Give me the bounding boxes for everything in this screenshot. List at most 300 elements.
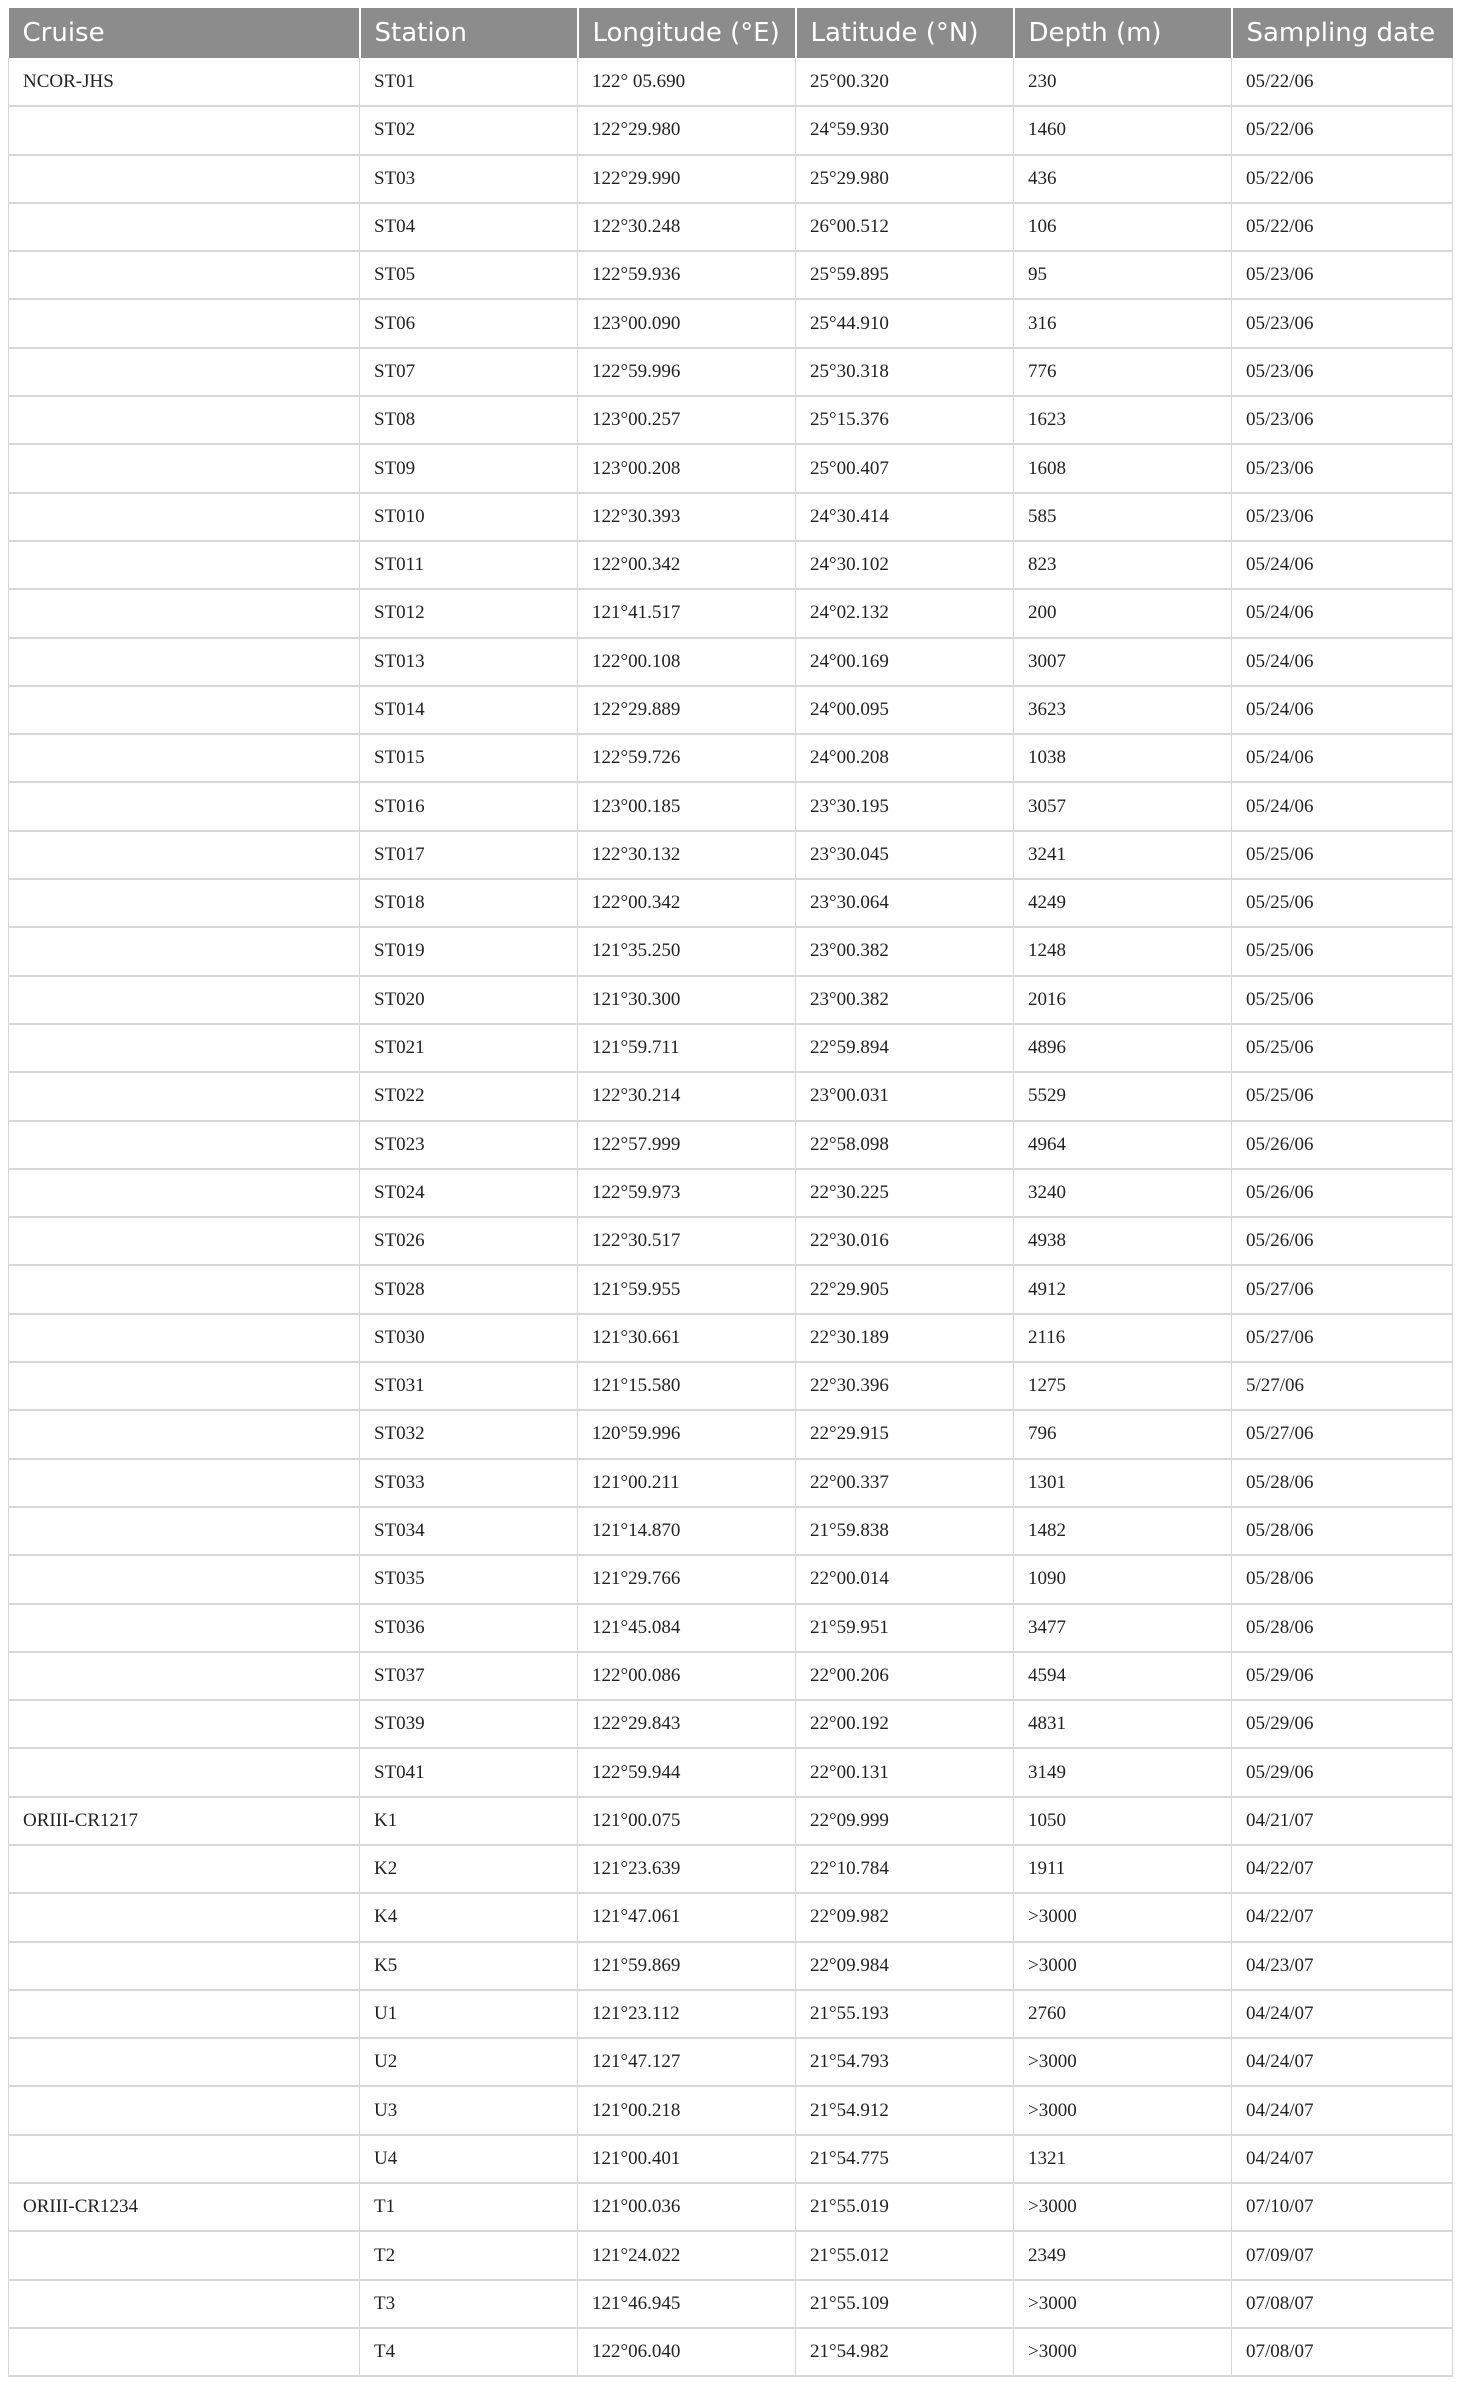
cell-latitude: 24°30.414 [796,493,1014,541]
table-row [9,1893,1453,1941]
cell-latitude: 24°00.169 [796,638,1014,686]
table-row [9,1362,1453,1410]
cell-longitude: 121°00.075 [578,1797,796,1845]
cell-sampling-date: 05/28/06 [1232,1604,1453,1652]
cell-station: ST014 [360,686,578,734]
cell-depth: 230 [1014,58,1232,106]
table-row [9,203,1453,251]
cell-station: ST04 [360,203,578,251]
cell-sampling-date: 05/24/06 [1232,734,1453,782]
cell-latitude: 25°00.407 [796,444,1014,492]
cell-latitude: 22°00.192 [796,1700,1014,1748]
cell-latitude: 21°54.793 [796,2038,1014,2086]
cell-latitude: 23°30.064 [796,879,1014,927]
cell-latitude: 22°59.894 [796,1024,1014,1072]
table-row [9,686,1453,734]
cell-station: ST022 [360,1072,578,1120]
cell-station: ST09 [360,444,578,492]
cell-station: ST02 [360,106,578,154]
cell-depth: 1321 [1014,2135,1232,2183]
cell-cruise [9,493,360,541]
cell-cruise [9,1700,360,1748]
cell-cruise [9,299,360,347]
cell-latitude: 25°59.895 [796,251,1014,299]
cell-sampling-date: 05/25/06 [1232,1024,1453,1072]
table-row [9,879,1453,927]
cell-sampling-date: 04/21/07 [1232,1797,1453,1845]
cell-latitude: 23°00.382 [796,927,1014,975]
cell-station: ST039 [360,1700,578,1748]
cell-station: K1 [360,1797,578,1845]
cell-cruise [9,1507,360,1555]
cell-cruise [9,541,360,589]
cell-cruise [9,2038,360,2086]
cell-depth: 4249 [1014,879,1232,927]
cell-sampling-date: 05/25/06 [1232,927,1453,975]
header-depth: Depth (m) [1014,8,1232,58]
cell-longitude: 122°00.342 [578,879,796,927]
cell-sampling-date: 05/25/06 [1232,976,1453,1024]
cell-depth: 2116 [1014,1314,1232,1362]
header-station: Station [360,8,578,58]
table-row [9,251,1453,299]
cell-station: ST015 [360,734,578,782]
table-row [9,493,1453,541]
table-row [9,1797,1453,1845]
cell-station: ST013 [360,638,578,686]
table-row [9,1845,1453,1893]
cell-sampling-date: 05/27/06 [1232,1265,1453,1313]
cell-longitude: 121°46.945 [578,2280,796,2328]
cell-latitude: 22°09.984 [796,1942,1014,1990]
cell-longitude: 121°30.300 [578,976,796,1024]
cell-longitude: 122°30.517 [578,1217,796,1265]
cell-sampling-date: 05/25/06 [1232,1072,1453,1120]
cell-station: ST041 [360,1748,578,1796]
cell-longitude: 121°23.639 [578,1845,796,1893]
cell-latitude: 25°15.376 [796,396,1014,444]
cell-latitude: 24°02.132 [796,589,1014,637]
cell-cruise: NCOR-JHS [9,58,360,106]
cell-depth: 2760 [1014,1990,1232,2038]
cell-station: K2 [360,1845,578,1893]
cell-depth: 776 [1014,348,1232,396]
cell-latitude: 22°29.915 [796,1410,1014,1458]
cell-cruise [9,2086,360,2134]
cell-depth: 1460 [1014,106,1232,154]
cell-station: ST012 [360,589,578,637]
cell-station: ST023 [360,1121,578,1169]
station-table-container [8,8,1452,2377]
cell-station: ST01 [360,58,578,106]
cell-sampling-date: 05/29/06 [1232,1652,1453,1700]
cell-station: ST033 [360,1459,578,1507]
cell-longitude: 122°06.040 [578,2328,796,2376]
cell-station: ST07 [360,348,578,396]
cell-latitude: 22°00.206 [796,1652,1014,1700]
cell-longitude: 121°59.711 [578,1024,796,1072]
cell-latitude: 22°30.396 [796,1362,1014,1410]
cell-depth: 3007 [1014,638,1232,686]
cell-station: ST035 [360,1555,578,1603]
cell-sampling-date: 05/23/06 [1232,299,1453,347]
cell-depth: 4964 [1014,1121,1232,1169]
cell-longitude: 121°14.870 [578,1507,796,1555]
table-row [9,348,1453,396]
cell-depth: >3000 [1014,2328,1232,2376]
cell-station: ST024 [360,1169,578,1217]
cell-station: ST05 [360,251,578,299]
cell-cruise [9,782,360,830]
table-row [9,1700,1453,1748]
table-row [9,2086,1453,2134]
cell-cruise [9,734,360,782]
cell-cruise [9,348,360,396]
cell-longitude: 121°35.250 [578,927,796,975]
table-row [9,976,1453,1024]
table-row [9,541,1453,589]
cell-longitude: 121°23.112 [578,1990,796,2038]
table-header [9,8,1453,58]
table-row [9,2280,1453,2328]
cell-depth: 5529 [1014,1072,1232,1120]
cell-latitude: 22°10.784 [796,1845,1014,1893]
cell-sampling-date: 04/24/07 [1232,2038,1453,2086]
cell-sampling-date: 05/24/06 [1232,541,1453,589]
table-row [9,1555,1453,1603]
cell-station: ST018 [360,879,578,927]
cell-longitude: 122°00.086 [578,1652,796,1700]
cell-longitude: 122°00.342 [578,541,796,589]
cell-depth: 3057 [1014,782,1232,830]
cell-sampling-date: 05/23/06 [1232,396,1453,444]
cell-station: ST06 [360,299,578,347]
cell-sampling-date: 5/27/06 [1232,1362,1453,1410]
cell-latitude: 22°30.189 [796,1314,1014,1362]
cell-cruise [9,1748,360,1796]
table-row [9,396,1453,444]
cell-longitude: 122°59.726 [578,734,796,782]
cell-cruise [9,686,360,734]
cell-cruise [9,1652,360,1700]
cell-depth: 95 [1014,251,1232,299]
cell-longitude: 121°59.955 [578,1265,796,1313]
cell-longitude: 122°30.393 [578,493,796,541]
table-row [9,1217,1453,1265]
cell-sampling-date: 04/24/07 [1232,1990,1453,2038]
cell-station: ST011 [360,541,578,589]
table-row [9,638,1453,686]
cell-sampling-date: 05/25/06 [1232,831,1453,879]
cell-sampling-date: 05/28/06 [1232,1507,1453,1555]
cell-sampling-date: 05/25/06 [1232,879,1453,927]
cell-longitude: 122°59.944 [578,1748,796,1796]
cell-latitude: 23°30.195 [796,782,1014,830]
cell-sampling-date: 05/23/06 [1232,493,1453,541]
cell-depth: 1090 [1014,1555,1232,1603]
cell-cruise [9,1990,360,2038]
table-row [9,1072,1453,1120]
cell-latitude: 21°54.982 [796,2328,1014,2376]
cell-longitude: 122°59.996 [578,348,796,396]
cell-depth: >3000 [1014,1893,1232,1941]
header-cruise: Cruise [9,8,360,58]
cell-station: ST03 [360,155,578,203]
cell-longitude: 122°29.980 [578,106,796,154]
cell-latitude: 24°59.930 [796,106,1014,154]
table-row [9,1604,1453,1652]
cell-latitude: 22°09.982 [796,1893,1014,1941]
cell-depth: 4912 [1014,1265,1232,1313]
cell-latitude: 22°00.337 [796,1459,1014,1507]
cell-longitude: 121°59.869 [578,1942,796,1990]
cell-latitude: 21°59.951 [796,1604,1014,1652]
table-row [9,734,1453,782]
table-row [9,155,1453,203]
cell-station: ST028 [360,1265,578,1313]
table-row [9,1942,1453,1990]
table-row [9,2135,1453,2183]
cell-cruise [9,1217,360,1265]
table-row [9,1121,1453,1169]
cell-depth: 2016 [1014,976,1232,1024]
cell-sampling-date: 05/22/06 [1232,155,1453,203]
cell-latitude: 21°59.838 [796,1507,1014,1555]
cell-latitude: 25°00.320 [796,58,1014,106]
cell-cruise [9,1265,360,1313]
cell-depth: 3240 [1014,1169,1232,1217]
cell-cruise [9,106,360,154]
cell-depth: 200 [1014,589,1232,637]
header-longitude: Longitude (°E) [578,8,796,58]
cell-depth: 1050 [1014,1797,1232,1845]
cell-cruise [9,1121,360,1169]
table-row [9,1024,1453,1072]
cell-longitude: 122°59.936 [578,251,796,299]
cell-cruise [9,1604,360,1652]
cell-longitude: 122°00.108 [578,638,796,686]
cell-longitude: 123°00.090 [578,299,796,347]
cell-sampling-date: 05/28/06 [1232,1459,1453,1507]
cell-depth: 1608 [1014,444,1232,492]
cell-station: T1 [360,2183,578,2231]
cell-sampling-date: 05/24/06 [1232,782,1453,830]
cell-sampling-date: 04/23/07 [1232,1942,1453,1990]
cell-sampling-date: 05/27/06 [1232,1314,1453,1362]
cell-longitude: 123°00.208 [578,444,796,492]
cell-latitude: 22°30.225 [796,1169,1014,1217]
cell-cruise [9,1555,360,1603]
cell-depth: 4938 [1014,1217,1232,1265]
cell-longitude: 122°57.999 [578,1121,796,1169]
cell-station: ST034 [360,1507,578,1555]
cell-station: ST021 [360,1024,578,1072]
cell-longitude: 122°59.973 [578,1169,796,1217]
table-row [9,782,1453,830]
cell-sampling-date: 05/29/06 [1232,1700,1453,1748]
cell-latitude: 22°00.014 [796,1555,1014,1603]
table-row [9,444,1453,492]
cell-cruise [9,1410,360,1458]
cell-latitude: 24°30.102 [796,541,1014,589]
cell-depth: 1275 [1014,1362,1232,1410]
cell-cruise [9,1893,360,1941]
cell-longitude: 121°29.766 [578,1555,796,1603]
cell-longitude: 122°30.248 [578,203,796,251]
cell-cruise [9,2280,360,2328]
cell-longitude: 122°29.843 [578,1700,796,1748]
cell-cruise [9,155,360,203]
cell-sampling-date: 04/22/07 [1232,1845,1453,1893]
cell-sampling-date: 07/08/07 [1232,2328,1453,2376]
cell-cruise [9,2328,360,2376]
cell-station: U4 [360,2135,578,2183]
cell-cruise [9,2231,360,2279]
cell-depth: >3000 [1014,1942,1232,1990]
cell-cruise: ORIII-CR1234 [9,2183,360,2231]
cell-cruise [9,1362,360,1410]
cell-latitude: 22°29.905 [796,1265,1014,1313]
cell-latitude: 23°30.045 [796,831,1014,879]
cell-longitude: 121°41.517 [578,589,796,637]
table-row [9,106,1453,154]
cell-sampling-date: 05/29/06 [1232,1748,1453,1796]
cell-sampling-date: 05/23/06 [1232,251,1453,299]
table-row [9,1990,1453,2038]
cell-latitude: 21°55.109 [796,2280,1014,2328]
cell-latitude: 24°00.208 [796,734,1014,782]
table-row [9,1169,1453,1217]
table-row [9,1748,1453,1796]
cell-longitude: 122°30.214 [578,1072,796,1120]
cell-station: ST020 [360,976,578,1024]
cell-sampling-date: 05/28/06 [1232,1555,1453,1603]
cell-longitude: 122°30.132 [578,831,796,879]
cell-sampling-date: 07/10/07 [1232,2183,1453,2231]
cell-longitude: 122°29.889 [578,686,796,734]
cell-longitude: 121°24.022 [578,2231,796,2279]
table-body [9,58,1453,2376]
cell-latitude: 23°00.031 [796,1072,1014,1120]
cell-cruise [9,927,360,975]
cell-depth: >3000 [1014,2280,1232,2328]
cell-sampling-date: 07/09/07 [1232,2231,1453,2279]
cell-sampling-date: 05/24/06 [1232,638,1453,686]
cell-sampling-date: 05/23/06 [1232,444,1453,492]
cell-cruise [9,396,360,444]
table-row [9,927,1453,975]
cell-latitude: 22°09.999 [796,1797,1014,1845]
cell-longitude: 121°00.036 [578,2183,796,2231]
cell-sampling-date: 05/26/06 [1232,1217,1453,1265]
cell-longitude: 121°47.061 [578,1893,796,1941]
cell-depth: 3623 [1014,686,1232,734]
cell-depth: 1623 [1014,396,1232,444]
table-row [9,58,1453,106]
cell-latitude: 23°00.382 [796,976,1014,1024]
cell-station: ST08 [360,396,578,444]
cell-station: ST032 [360,1410,578,1458]
cell-station: K5 [360,1942,578,1990]
cell-cruise [9,1024,360,1072]
cell-latitude: 22°58.098 [796,1121,1014,1169]
cell-depth: 3241 [1014,831,1232,879]
cell-depth: >3000 [1014,2086,1232,2134]
cell-latitude: 25°44.910 [796,299,1014,347]
cell-latitude: 25°29.980 [796,155,1014,203]
cell-longitude: 123°00.257 [578,396,796,444]
table-row [9,2328,1453,2376]
cell-depth: 4594 [1014,1652,1232,1700]
cell-latitude: 22°00.131 [796,1748,1014,1796]
cell-cruise [9,1845,360,1893]
cell-depth: 823 [1014,541,1232,589]
cell-longitude: 122° 05.690 [578,58,796,106]
cell-latitude: 22°30.016 [796,1217,1014,1265]
cell-depth: 3149 [1014,1748,1232,1796]
cell-longitude: 121°00.218 [578,2086,796,2134]
cell-cruise [9,638,360,686]
cell-sampling-date: 05/24/06 [1232,686,1453,734]
cell-depth: 4896 [1014,1024,1232,1072]
cell-depth: 1911 [1014,1845,1232,1893]
cell-depth: 436 [1014,155,1232,203]
cell-latitude: 21°54.912 [796,2086,1014,2134]
header-row [9,8,1453,58]
cell-station: ST037 [360,1652,578,1700]
cell-cruise [9,1942,360,1990]
cell-cruise [9,1072,360,1120]
cell-station: ST031 [360,1362,578,1410]
table-row [9,299,1453,347]
cell-cruise [9,444,360,492]
cell-station: U1 [360,1990,578,2038]
cell-sampling-date: 05/22/06 [1232,58,1453,106]
cell-depth: 3477 [1014,1604,1232,1652]
table-row [9,2038,1453,2086]
cell-cruise [9,976,360,1024]
table-row [9,1314,1453,1362]
table-row [9,1410,1453,1458]
cell-station: U2 [360,2038,578,2086]
cell-sampling-date: 04/22/07 [1232,1893,1453,1941]
cell-longitude: 121°45.084 [578,1604,796,1652]
cell-sampling-date: 05/26/06 [1232,1169,1453,1217]
table-row [9,2231,1453,2279]
station-table [8,8,1453,2377]
cell-station: T3 [360,2280,578,2328]
table-row [9,1652,1453,1700]
cell-cruise [9,1314,360,1362]
cell-depth: >3000 [1014,2183,1232,2231]
table-row [9,831,1453,879]
cell-sampling-date: 05/27/06 [1232,1410,1453,1458]
cell-depth: 316 [1014,299,1232,347]
cell-cruise [9,1169,360,1217]
cell-latitude: 26°00.512 [796,203,1014,251]
table-row [9,589,1453,637]
cell-depth: 585 [1014,493,1232,541]
cell-station: K4 [360,1893,578,1941]
table-row [9,1265,1453,1313]
cell-station: ST026 [360,1217,578,1265]
cell-station: ST036 [360,1604,578,1652]
cell-station: ST019 [360,927,578,975]
header-latitude: Latitude (°N) [796,8,1014,58]
cell-longitude: 120°59.996 [578,1410,796,1458]
table-row [9,2183,1453,2231]
cell-longitude: 121°00.211 [578,1459,796,1507]
